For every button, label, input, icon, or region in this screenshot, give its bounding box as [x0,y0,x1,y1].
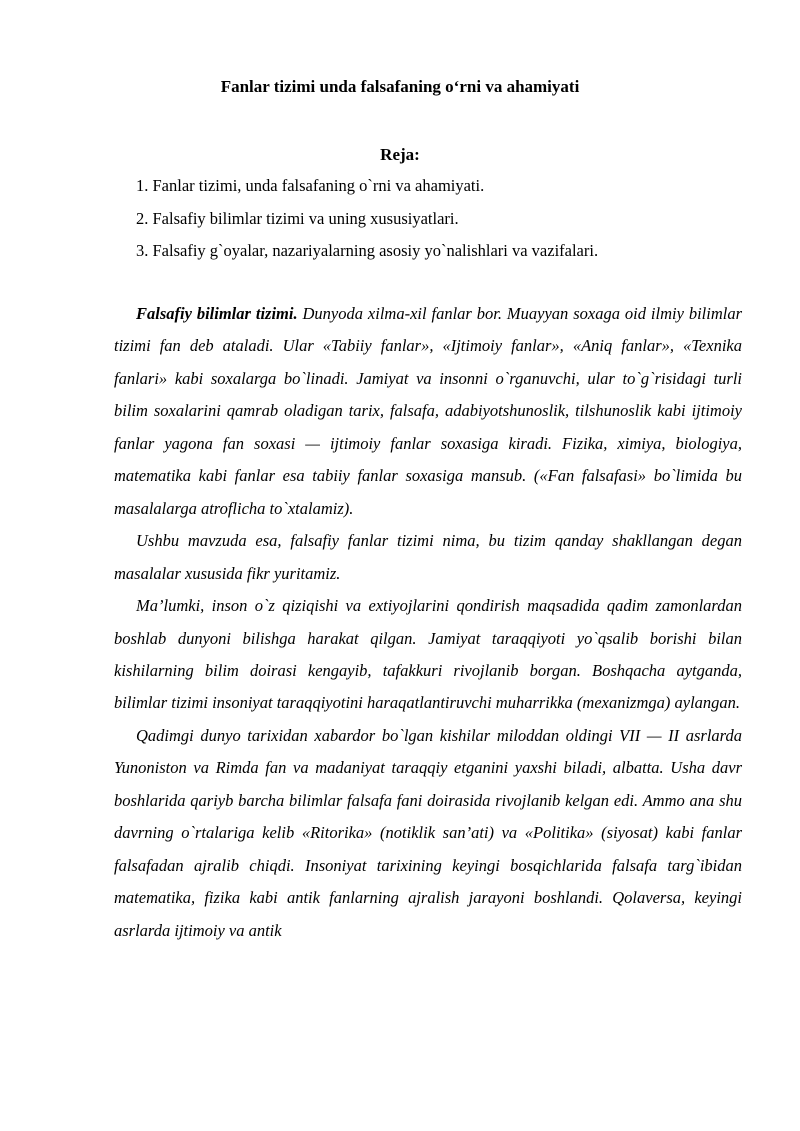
paragraph-4: Qadimgi dunyo tarixidan xabardor bo`lgan kishilar miloddan oldingi VII — II asrlarda Yunoniston va Rimda fan va madaniyat taraqqiy etganini yaxshi biladi, albatta. Usha davr boshlarida qariyb barcha bilimlar falsafa fani doirasida rivojlanib kelgan edi. Ammo ana shu davrning o`rtalariga kelib «Ritorika» (notiklik san’ati) va «Politika» (siyosat) kabi fanlar falsafadan ajralib chiqdi. Insoniyat tarixining keyingi bosqichlarida falsafa targ`ibidan matematika, fizika kabi antik fanlarning ajralish jarayoni boshlandi. Qolaversa, keyingi asrlarda ijtimoiy va antik [114,725,742,940]
plan-item: 1. Fanlar tizimi, unda falsafaning o`rni va ahamiyati. [136,176,485,195]
plan-item: 3. Falsafiy g`oyalar, nazariyalarning asosiy yo`nalishlari va vazifalari. [136,241,599,260]
plan-item: 2. Falsafiy bilimlar tizimi va uning xususiyatlari. [136,208,459,228]
paragraph-3: Ma’lumki, inson o`z qiziqishi va extiyojlarini qondirish maqsadida qadim zamonlardan boshlab dunyoni bilishga harakat qilgan. Jamiyat taraqqiyoti yo`qsalib borishi bilan kishilarning bilim doirasi kengayib, tafakkuri rivojlanib borgan. Boshqacha aytganda, bilimlar tizimi insoniyat taraqqiyotini haraqatlantiruvchi muharrikka (mexanizmga) aylangan. [114,596,742,713]
document-title: Fanlar tizimi unda falsafaning o‘rni va ahamiyati [220,77,580,96]
paragraph-1 [114,298,742,525]
section-lead: Falsafiy bilimlar tizimi. [136,304,298,323]
document-body [114,298,742,947]
paragraph-1-text: Dunyoda xilma-xil fanlar bor. Muayyan soxaga oid ilmiy bilimlar tizimi fan deb ataladi. Ular «Tabiiy fanlar», «Ijtimoiy fanlar», «Aniq fanlar», «Texnika fanlari» kabi soxalarga bo`linadi. Jamiyat va insonni o`rganuvchi, ular to`g`risidagi turli bilim soxalarini qamrab oladigan tarix, falsafa, adabiyotshunoslik, tilshunoslik kabi ijtimoiy fanlar yagona fan soxasi — ijtimoiy fanlar soxasiga kiradi. Fizika, ximiya, biologiya, matematika kabi fanlar esa tabiiy fanlar soxasiga mansub. («Fan falsafasi» bo`limida bu masalalarga atroflicha to`xtalamiz). [114,304,742,518]
paragraph-2: Ushbu mavzuda esa, falsafiy fanlar tizimi nima, bu tizim qanday shakllangan degan masalalar xususida fikr yuritamiz. [114,531,742,583]
plan-list [136,174,598,272]
plan-heading: Reja: [380,145,420,164]
